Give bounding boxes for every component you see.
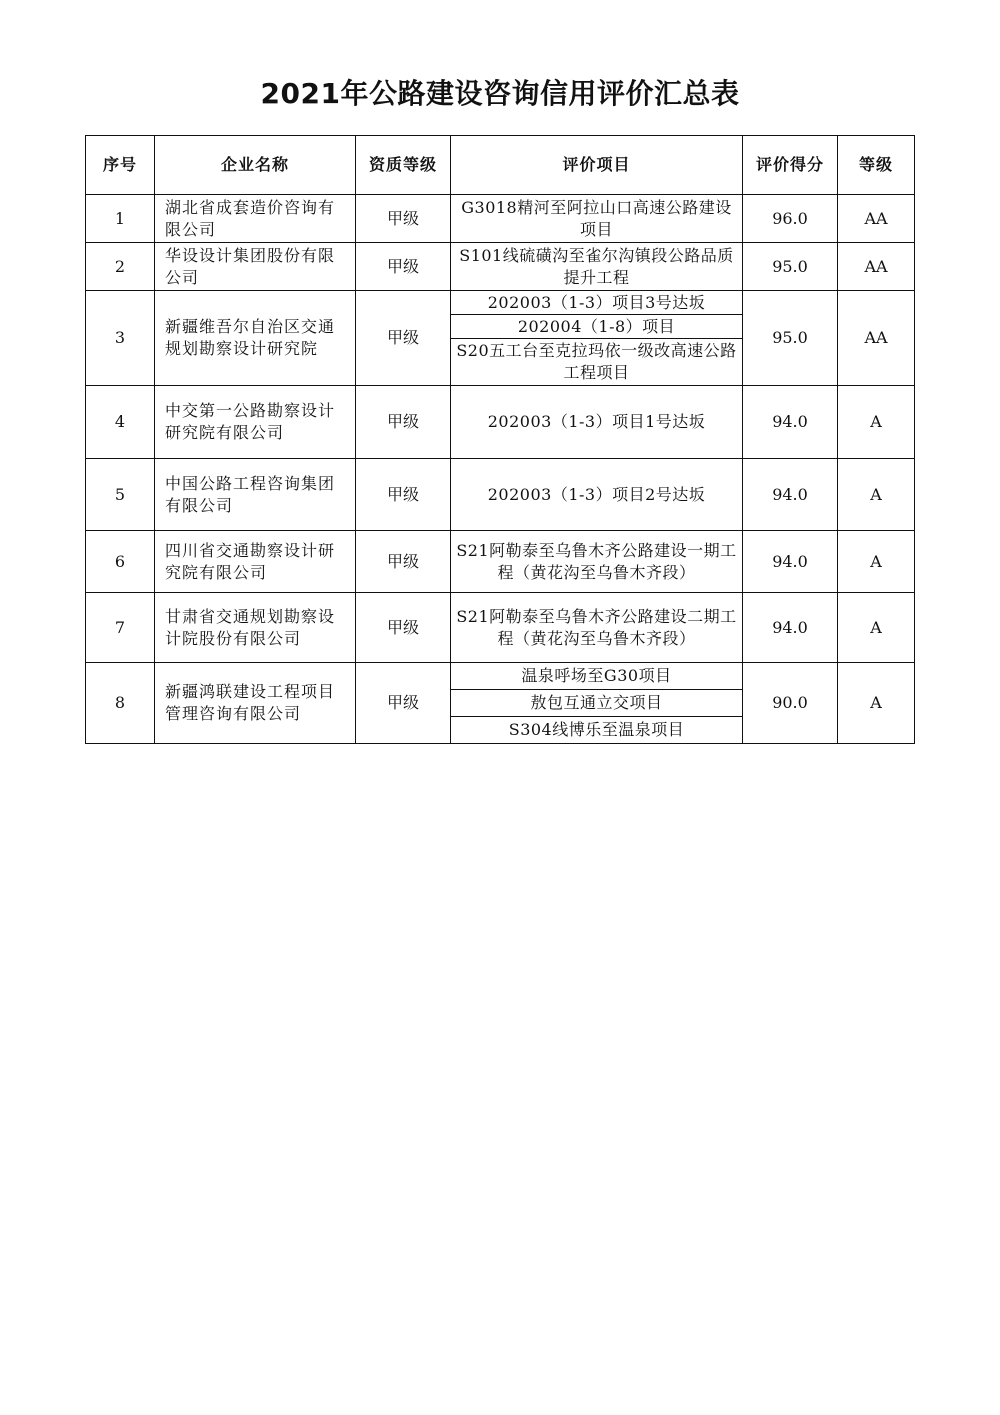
company-name: 中交第一公路勘察设计研究院有限公司 — [155, 386, 356, 459]
header-qualification: 资质等级 — [356, 136, 451, 195]
grade: AA — [838, 195, 915, 243]
qualification: 甲级 — [356, 386, 451, 459]
company-name: 新疆维吾尔自治区交通规划勘察设计研究院 — [155, 291, 356, 386]
qualification: 甲级 — [356, 195, 451, 243]
score: 95.0 — [743, 291, 838, 386]
project-name: S21阿勒泰至乌鲁木齐公路建设一期工程（黄花沟至乌鲁木齐段） — [451, 531, 743, 593]
company-name: 中国公路工程咨询集团有限公司 — [155, 459, 356, 531]
header-score: 评价得分 — [743, 136, 838, 195]
table-row — [86, 291, 915, 315]
table-row — [86, 459, 915, 531]
company-name: 甘肃省交通规划勘察设计院股份有限公司 — [155, 593, 356, 663]
row-index: 3 — [86, 291, 155, 386]
project-name: S21阿勒泰至乌鲁木齐公路建设二期工程（黄花沟至乌鲁木齐段） — [451, 593, 743, 663]
table-row — [86, 386, 915, 459]
table-row — [86, 243, 915, 291]
project-name: S20五工台至克拉玛依一级改高速公路工程项目 — [451, 339, 743, 386]
project-name: S304线博乐至温泉项目 — [451, 717, 743, 744]
score: 94.0 — [743, 531, 838, 593]
qualification: 甲级 — [356, 291, 451, 386]
grade: A — [838, 531, 915, 593]
row-index: 6 — [86, 531, 155, 593]
score: 94.0 — [743, 593, 838, 663]
row-index: 7 — [86, 593, 155, 663]
table-row — [86, 531, 915, 593]
project-name: 202003（1-3）项目1号达坂 — [451, 386, 743, 459]
row-index: 2 — [86, 243, 155, 291]
company-name: 湖北省成套造价咨询有限公司 — [155, 195, 356, 243]
qualification: 甲级 — [356, 593, 451, 663]
score: 96.0 — [743, 195, 838, 243]
company-name: 新疆鸿联建设工程项目管理咨询有限公司 — [155, 663, 356, 744]
qualification: 甲级 — [356, 531, 451, 593]
header-index: 序号 — [86, 136, 155, 195]
project-name: 202003（1-3）项目2号达坂 — [451, 459, 743, 531]
project-name: 敖包互通立交项目 — [451, 690, 743, 717]
row-index: 1 — [86, 195, 155, 243]
evaluation-summary-table — [85, 135, 915, 744]
header-project: 评价项目 — [451, 136, 743, 195]
company-name: 华设设计集团股份有限公司 — [155, 243, 356, 291]
project-name: G3018精河至阿拉山口高速公路建设项目 — [451, 195, 743, 243]
score: 90.0 — [743, 663, 838, 744]
company-name: 四川省交通勘察设计研究院有限公司 — [155, 531, 356, 593]
score: 94.0 — [743, 386, 838, 459]
row-index: 8 — [86, 663, 155, 744]
row-index: 5 — [86, 459, 155, 531]
table-row — [86, 593, 915, 663]
project-name: 202003（1-3）项目3号达坂 — [451, 291, 743, 315]
score: 95.0 — [743, 243, 838, 291]
project-name: 温泉呼场至G30项目 — [451, 663, 743, 690]
grade: AA — [838, 291, 915, 386]
table-row — [86, 195, 915, 243]
header-grade: 等级 — [838, 136, 915, 195]
grade: AA — [838, 243, 915, 291]
grade: A — [838, 593, 915, 663]
qualification: 甲级 — [356, 243, 451, 291]
header-company: 企业名称 — [155, 136, 356, 195]
row-index: 4 — [86, 386, 155, 459]
qualification: 甲级 — [356, 459, 451, 531]
table-header-row — [86, 136, 915, 195]
project-name: S101线硫磺沟至雀尔沟镇段公路品质提升工程 — [451, 243, 743, 291]
grade: A — [838, 459, 915, 531]
table-row — [86, 663, 915, 690]
document-title: 2021年公路建设咨询信用评价汇总表 — [260, 77, 740, 110]
grade: A — [838, 663, 915, 744]
project-name: 202004（1-8）项目 — [451, 315, 743, 339]
score: 94.0 — [743, 459, 838, 531]
qualification: 甲级 — [356, 663, 451, 744]
grade: A — [838, 386, 915, 459]
